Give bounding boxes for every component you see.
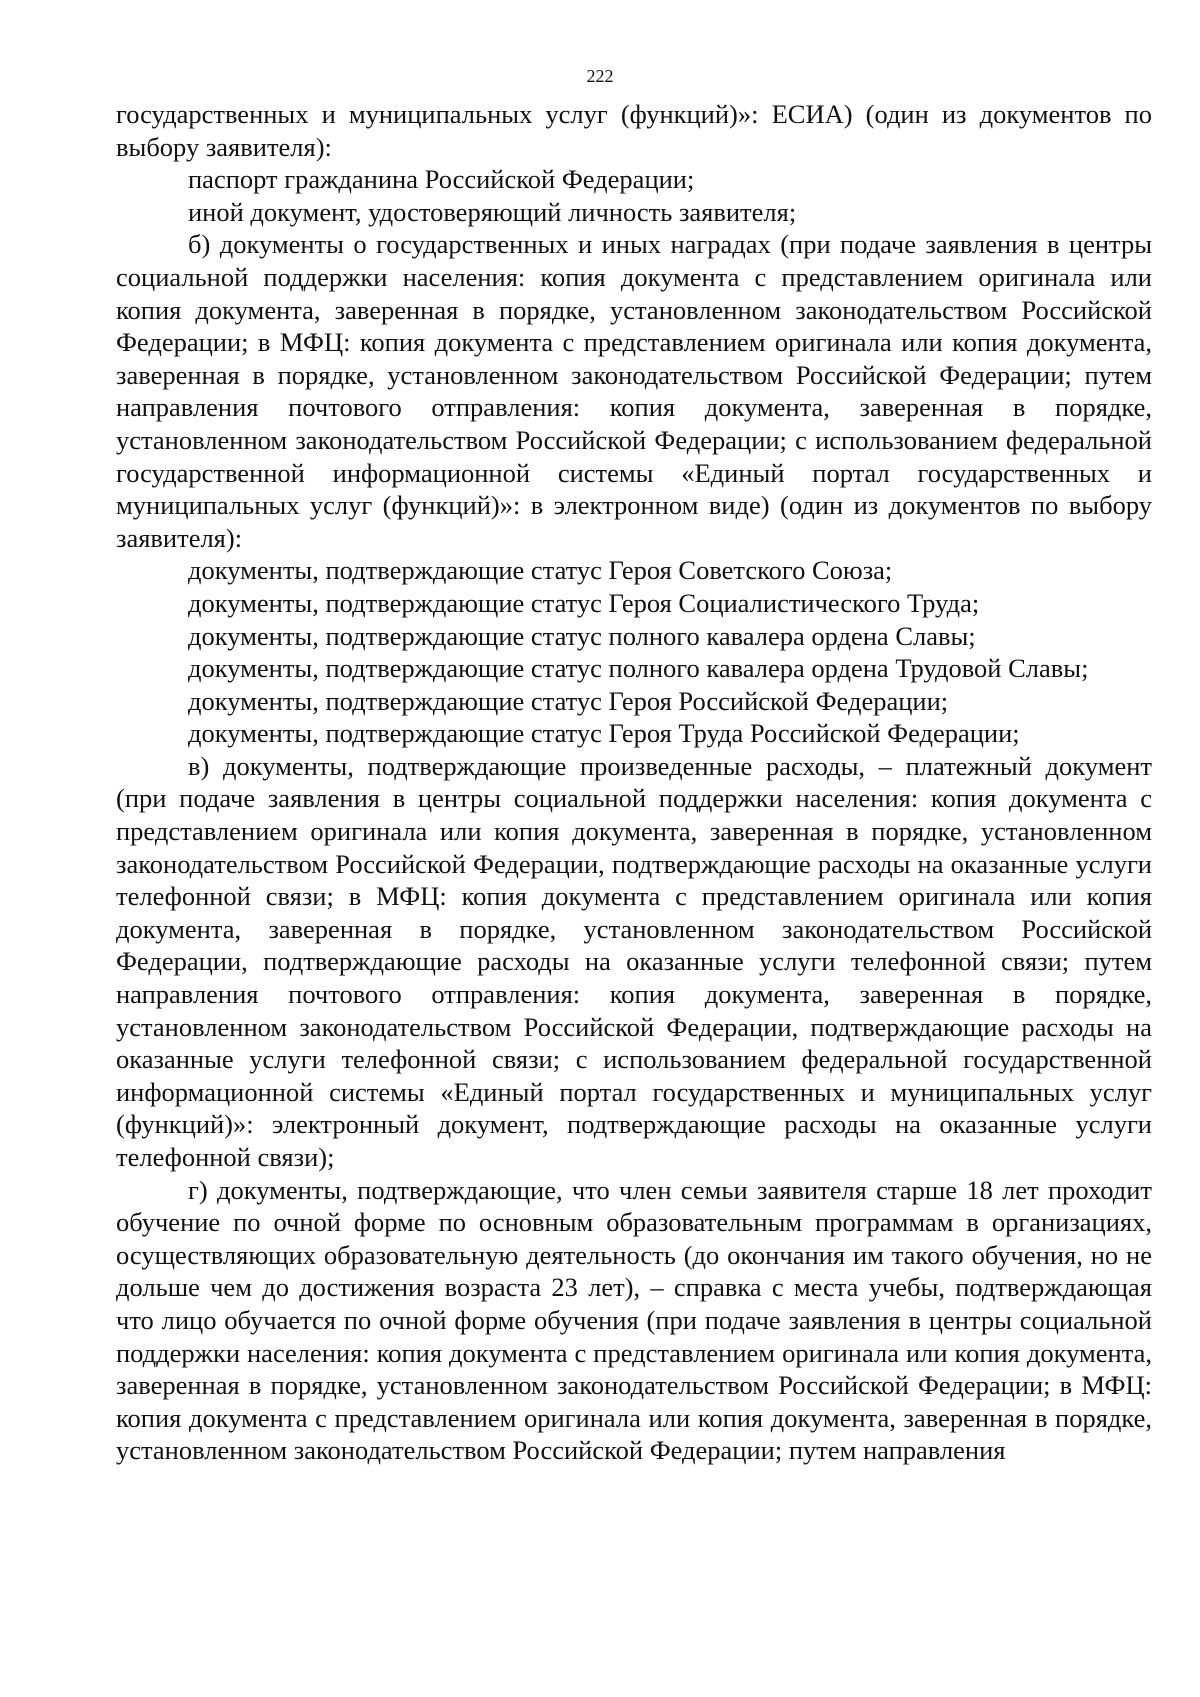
list-item-order-of-labour-glory: документы, подтверждающие статус полного кавалера ордена Трудовой Славы;	[188, 653, 1089, 684]
list-item-order-of-glory: документы, подтверждающие статус полного кавалера ордена Славы;	[188, 620, 976, 651]
list-item-hero-socialist-labour: документы, подтверждающие статус Героя Социалистического Труда;	[188, 587, 980, 618]
list-item-passport: паспорт гражданина Российской Федерации;	[188, 164, 695, 195]
paragraph-v-expenses: в) документы, подтверждающие произведенные расходы, – платежный документ (при подаче заявления в центры социальной поддержки населения: копия документа с представлением оригинала или копия документа, заверенная в порядке, установленном законодательством Российской Федерации, подтверждающие расходы на оказанные услуги телефонной связи; в МФЦ: копия документа с представлением оригинала или копия документа, заверенная в порядке, установленном законодательством Российской Федерации, подтверждающие расходы на оказанные услуги телефонной связи; путем направления почтового отправления: копия документа, заверенная в порядке, установленном законодательством Российской Федерации, подтверждающие расходы на оказанные услуги телефонной связи; с использованием федеральной государственной информационной системы «Единый портал государственных и муниципальных услуг (функций)»: электронный документ, подтверждающие расходы на оказанные услуги телефонной связи);	[116, 750, 1152, 1172]
list-item-hero-russia: документы, подтверждающие статус Героя Российской Федерации;	[188, 685, 949, 716]
list-item-other-id: иной документ, удостоверяющий личность заявителя;	[188, 196, 797, 227]
list-item-hero-labour-russia: документы, подтверждающие статус Героя Труда Российской Федерации;	[188, 718, 1020, 749]
list-item-hero-ussr: документы, подтверждающие статус Героя Советского Союза;	[188, 555, 893, 586]
paragraph-g-education: г) документы, подтверждающие, что член семьи заявителя старше 18 лет проходит обучение по очной форме по основным образовательным программам в организациях, осуществляющих образовательную деятельность (до окончания им такого обучения, но не дольше чем до достижения возраста 23 лет), – справка с места учебы, подтверждающая что лицо обучается по очной форме обучения (при подаче заявления в центры социальной поддержки населения: копия документа с представлением оригинала или копия документа, заверенная в порядке, установленном законодательством Российской Федерации; в МФЦ: копия документа с представлением оригинала или копия документа, заверенная в порядке, установленном законодательством Российской Федерации; путем направления	[116, 1174, 1152, 1466]
document-body	[116, 98, 1152, 1467]
page-number: 222	[586, 66, 614, 86]
paragraph-continuation: государственных и муниципальных услуг (функций)»: ЕСИА) (один из документов по выбору заявителя):	[116, 99, 1152, 162]
paragraph-b-awards: б) документы о государственных и иных наградах (при подаче заявления в центры социальной поддержки населения: копия документа с представлением оригинала или копия документа, заверенная в порядке, установленном законодательством Российской Федерации; в МФЦ: копия документа с представлением оригинала или копия документа, заверенная в порядке, установленном законодательством Российской Федерации; путем направления почтового отправления: копия документа, заверенная в порядке, установленном законодательством Российской Федерации; с использованием федеральной государственной информационной системы «Единый портал государственных и муниципальных услуг (функций)»: в электронном виде) (один из документов по выбору заявителя):	[116, 229, 1152, 553]
